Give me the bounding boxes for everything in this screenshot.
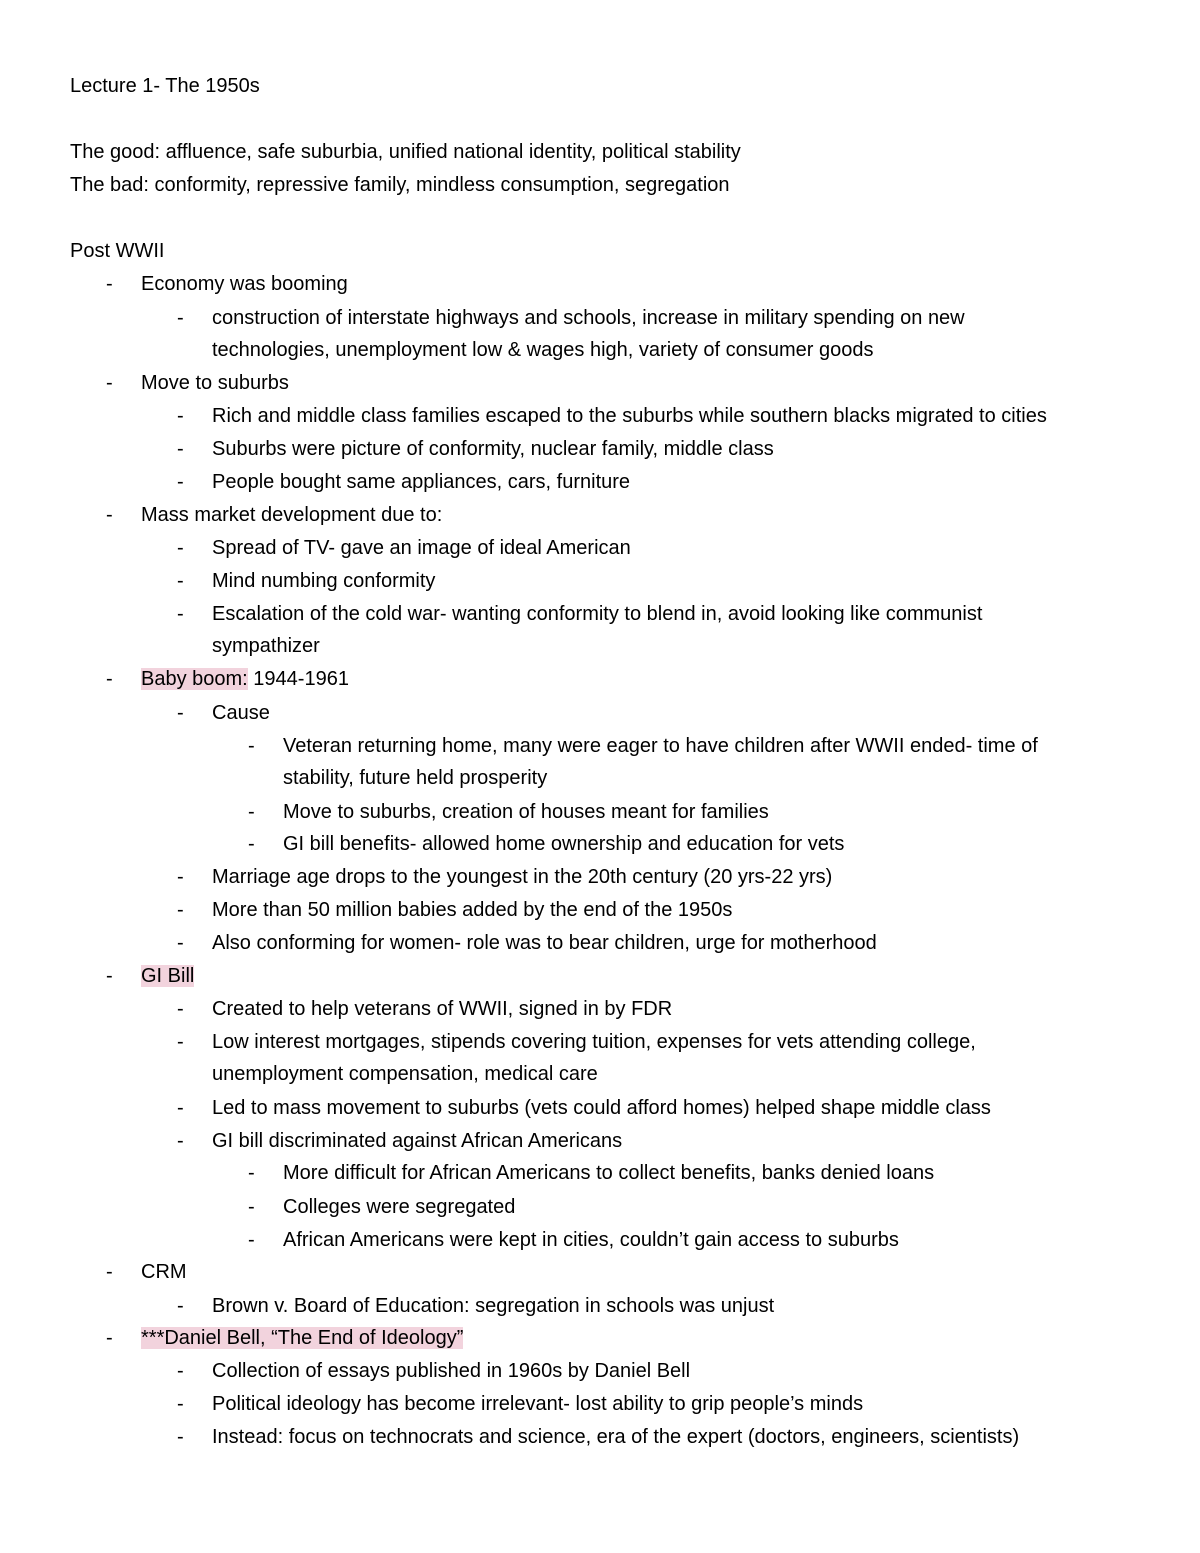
sub-bullet-text: Led to mass movement to suburbs (vets could afford homes) helped shape middle class (212, 1097, 991, 1119)
sub-bullet-text: Marriage age drops to the youngest in the 20th century (20 yrs-22 yrs) (212, 866, 833, 888)
sub-bullet-text: Spread of TV- gave an image of ideal American (212, 537, 631, 559)
sub-bullet-text: Escalation of the cold war- wanting conformity to blend in, avoid looking like communist (212, 603, 983, 625)
bullet-daniel-bell (141, 1323, 463, 1353)
summary-good: The good: affluence, safe suburbia, unified national identity, political stability (70, 141, 741, 163)
sub-bullet-text: GI bill discriminated against African Americans (212, 1130, 623, 1152)
sub-sub-bullet-text: GI bill benefits- allowed home ownership and education for vets (283, 833, 845, 855)
sub-bullet-text: Also conforming for women- role was to bear children, urge for motherhood (212, 932, 877, 954)
bullet-dash: - (177, 932, 184, 954)
bullet-dash: - (177, 471, 184, 493)
bullet-suburbs: Move to suburbs (141, 372, 289, 394)
bullet-dash: - (106, 372, 113, 394)
bullet-dash: - (106, 504, 113, 526)
sub-bullet-text-continued: unemployment compensation, medical care (212, 1063, 598, 1085)
bullet-dash: - (177, 1097, 184, 1119)
summary-bad: The bad: conformity, repressive family, mindless consumption, segregation (70, 174, 730, 196)
bullet-dash: - (177, 405, 184, 427)
sub-sub-bullet-text: African Americans were kept in cities, couldn’t gain access to suburbs (283, 1229, 899, 1251)
sub-sub-bullet-text: Veteran returning home, many were eager to have children after WWII ended- time of (283, 735, 1038, 757)
page-title: Lecture 1- The 1950s (70, 75, 260, 97)
bullet-dash: - (177, 1426, 184, 1448)
bullet-dash: - (248, 801, 255, 823)
bullet-dash: - (106, 1327, 113, 1349)
sub-bullet-text: Low interest mortgages, stipends covering tuition, expenses for vets attending college, (212, 1031, 976, 1053)
baby-boom-years: 1944-1961 (247, 668, 349, 690)
bullet-dash: - (248, 1196, 255, 1218)
sub-bullet-text: Mind numbing conformity (212, 570, 436, 592)
section-heading: Post WWII (70, 240, 165, 262)
highlighted-term: Baby boom: (141, 668, 248, 690)
bullet-dash: - (177, 702, 184, 724)
sub-bullet-text: People bought same appliances, cars, furniture (212, 471, 631, 493)
sub-bullet-text: construction of interstate highways and schools, increase in military spending on new (212, 307, 965, 329)
bullet-dash: - (177, 603, 184, 625)
bullet-gi-bill (141, 961, 194, 991)
bullet-dash: - (177, 570, 184, 592)
bullet-dash: - (106, 965, 113, 987)
highlighted-term: GI Bill (141, 965, 195, 987)
bullet-dash: - (177, 1031, 184, 1053)
sub-sub-bullet-text: Colleges were segregated (283, 1196, 516, 1218)
sub-sub-bullet-text-continued: stability, future held prosperity (283, 767, 548, 789)
bullet-dash: - (248, 1162, 255, 1184)
sub-sub-bullet-text: More difficult for African Americans to collect benefits, banks denied loans (283, 1162, 935, 1184)
bullet-dash: - (248, 1229, 255, 1251)
sub-bullet-text-continued: technologies, unemployment low & wages high, variety of consumer goods (212, 339, 874, 361)
sub-bullet-text: Political ideology has become irrelevant- lost ability to grip people’s minds (212, 1393, 864, 1415)
bullet-dash: - (177, 307, 184, 329)
bullet-crm: CRM (141, 1261, 187, 1283)
bullet-mass-market: Mass market development due to: (141, 504, 443, 526)
sub-bullet-text: Created to help veterans of WWII, signed in by FDR (212, 998, 673, 1020)
sub-sub-bullet-text: Move to suburbs, creation of houses meant for families (283, 801, 769, 823)
bullet-dash: - (177, 866, 184, 888)
sub-bullet-text: Rich and middle class families escaped to the suburbs while southern blacks migrated to cities (212, 405, 1047, 427)
bullet-dash: - (248, 735, 255, 757)
bullet-dash: - (177, 998, 184, 1020)
bullet-dash: - (177, 1130, 184, 1152)
bullet-dash: - (177, 537, 184, 559)
bullet-dash: - (106, 1261, 113, 1283)
bullet-dash: - (177, 899, 184, 921)
bullet-dash: - (177, 438, 184, 460)
sub-bullet-text: Suburbs were picture of conformity, nuclear family, middle class (212, 438, 774, 460)
bullet-dash: - (177, 1295, 184, 1317)
bullet-dash: - (177, 1360, 184, 1382)
bullet-dash: - (177, 1393, 184, 1415)
bullet-dash: - (248, 833, 255, 855)
bullet-economy: Economy was booming (141, 273, 348, 295)
sub-bullet-text-continued: sympathizer (212, 635, 320, 657)
bullet-dash: - (106, 273, 113, 295)
sub-bullet-text: Collection of essays published in 1960s by Daniel Bell (212, 1360, 691, 1382)
bullet-dash: - (106, 668, 113, 690)
highlighted-term: ***Daniel Bell, “The End of Ideology” (141, 1327, 464, 1349)
bullet-baby-boom (141, 664, 349, 694)
sub-bullet-text: Instead: focus on technocrats and science, era of the expert (doctors, engineers, scientists) (212, 1426, 1020, 1448)
sub-bullet-text: Brown v. Board of Education: segregation in schools was unjust (212, 1295, 775, 1317)
sub-bullet-text: Cause (212, 702, 270, 724)
sub-bullet-text: More than 50 million babies added by the end of the 1950s (212, 899, 733, 921)
